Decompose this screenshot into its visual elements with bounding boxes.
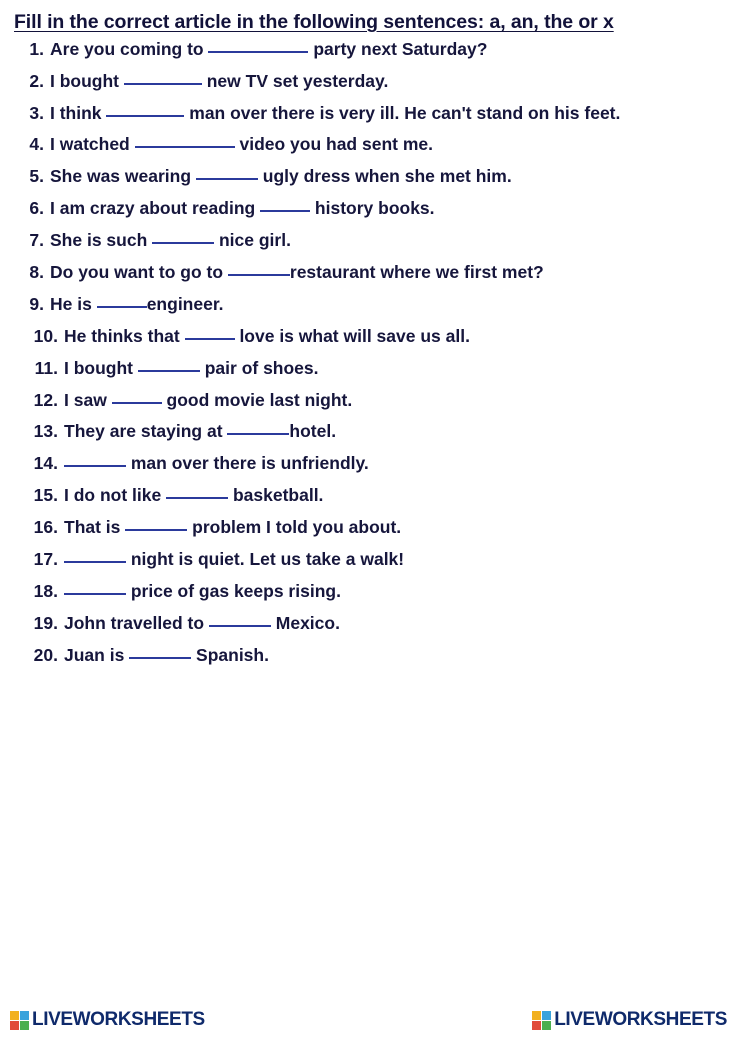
question-number: 12. bbox=[33, 389, 58, 410]
question-text bbox=[50, 229, 721, 251]
question-text bbox=[50, 102, 721, 124]
question-number: 16. bbox=[33, 517, 58, 538]
question-text-after: basketball. bbox=[228, 485, 324, 506]
question-text-before: She is such bbox=[50, 230, 153, 251]
question-text-after: new TV set yesterday. bbox=[201, 70, 389, 91]
liveworksheets-logo-icon bbox=[10, 1011, 29, 1030]
answer-blank[interactable] bbox=[64, 561, 126, 563]
question-text-after: Mexico. bbox=[270, 612, 340, 633]
answer-blank[interactable] bbox=[166, 497, 228, 499]
question-number: 18. bbox=[33, 580, 58, 601]
footer bbox=[0, 999, 735, 1033]
question-number: 5. bbox=[29, 166, 44, 187]
question-text-before: I bought bbox=[64, 357, 138, 378]
question-text-after: history books. bbox=[310, 198, 435, 219]
question-text bbox=[64, 548, 721, 570]
answer-blank[interactable] bbox=[138, 370, 200, 372]
question-text bbox=[50, 197, 721, 219]
question-item bbox=[14, 261, 721, 283]
question-text-after: man over there is very ill. He can't stand on his feet. bbox=[184, 102, 621, 123]
answer-blank[interactable] bbox=[64, 593, 126, 595]
question-item bbox=[14, 580, 721, 602]
question-item bbox=[14, 452, 721, 474]
question-item bbox=[14, 389, 721, 411]
question-number: 11. bbox=[34, 357, 58, 378]
question-text-before: Juan is bbox=[64, 644, 130, 665]
brand-label-left: LIVEWORKSHEETS bbox=[32, 1009, 205, 1030]
question-number: 13. bbox=[33, 421, 58, 442]
question-text-before: John travelled to bbox=[64, 612, 209, 633]
answer-blank[interactable] bbox=[112, 402, 162, 404]
question-text-after: night is quiet. Let us take a walk! bbox=[126, 548, 405, 569]
question-item bbox=[14, 165, 721, 187]
question-text-before: I think bbox=[50, 102, 107, 123]
question-number: 20. bbox=[33, 644, 58, 665]
answer-blank[interactable] bbox=[260, 210, 310, 212]
answer-blank[interactable] bbox=[209, 625, 271, 627]
question-text-before: Do you want to go to bbox=[50, 261, 228, 282]
question-number: 15. bbox=[33, 485, 58, 506]
question-number: 9. bbox=[29, 293, 44, 314]
question-number: 6. bbox=[29, 198, 44, 219]
question-item bbox=[14, 197, 721, 219]
answer-blank[interactable] bbox=[152, 242, 214, 244]
question-text-before: I do not like bbox=[64, 485, 167, 506]
answer-blank[interactable] bbox=[185, 338, 235, 340]
question-number: 3. bbox=[29, 102, 44, 123]
question-text-before: I am crazy about reading bbox=[50, 198, 261, 219]
answer-blank[interactable] bbox=[228, 274, 290, 276]
question-text bbox=[50, 38, 721, 60]
question-text bbox=[64, 357, 721, 379]
question-text bbox=[64, 612, 721, 634]
brand-logo-right bbox=[532, 1009, 727, 1031]
question-text-before: I saw bbox=[64, 389, 112, 410]
answer-blank[interactable] bbox=[124, 83, 202, 85]
answer-blank[interactable] bbox=[106, 115, 184, 117]
question-text bbox=[64, 644, 721, 666]
question-text-before: Are you coming to bbox=[50, 38, 209, 59]
question-text-before: I bought bbox=[50, 70, 124, 91]
brand-label-right: LIVEWORKSHEETS bbox=[554, 1009, 727, 1030]
question-text bbox=[64, 389, 721, 411]
question-item bbox=[14, 548, 721, 570]
brand-logo-left bbox=[10, 1009, 205, 1031]
question-number: 2. bbox=[29, 70, 44, 91]
question-item bbox=[14, 357, 721, 379]
question-number: 17. bbox=[33, 548, 58, 569]
question-number: 8. bbox=[29, 261, 44, 282]
question-text-after: pair of shoes. bbox=[199, 357, 319, 378]
question-number: 7. bbox=[29, 230, 44, 251]
question-list bbox=[14, 38, 721, 666]
answer-blank[interactable] bbox=[129, 657, 191, 659]
question-text bbox=[50, 261, 721, 283]
question-text-before: She was wearing bbox=[50, 166, 196, 187]
question-number: 19. bbox=[33, 612, 58, 633]
question-text bbox=[50, 165, 721, 187]
question-item bbox=[14, 133, 721, 155]
question-item bbox=[14, 70, 721, 92]
question-item bbox=[14, 612, 721, 634]
question-item bbox=[14, 644, 721, 666]
question-text bbox=[64, 484, 721, 506]
question-text-after: hotel. bbox=[289, 421, 337, 442]
question-text-after: restaurant where we first met? bbox=[289, 261, 544, 282]
question-text bbox=[50, 133, 721, 155]
answer-blank[interactable] bbox=[125, 529, 187, 531]
question-text-after: Spanish. bbox=[191, 644, 269, 665]
question-text bbox=[64, 580, 721, 602]
question-text-after: love is what will save us all. bbox=[234, 325, 470, 346]
question-item bbox=[14, 420, 721, 442]
question-item bbox=[14, 102, 721, 124]
question-text bbox=[50, 70, 721, 92]
question-text-after: man over there is unfriendly. bbox=[126, 453, 369, 474]
question-text-before: That is bbox=[64, 517, 126, 538]
question-text-after: nice girl. bbox=[214, 230, 291, 251]
answer-blank[interactable] bbox=[64, 465, 126, 467]
answer-blank[interactable] bbox=[135, 146, 235, 148]
question-item bbox=[14, 293, 721, 315]
question-text-after: party next Saturday? bbox=[308, 38, 488, 59]
question-text-after: problem I told you about. bbox=[187, 517, 402, 538]
question-text bbox=[64, 516, 721, 538]
answer-blank[interactable] bbox=[97, 306, 147, 308]
question-text-before: They are staying at bbox=[64, 421, 228, 442]
question-text-after: engineer. bbox=[146, 293, 224, 314]
question-number: 4. bbox=[29, 134, 44, 155]
question-text bbox=[64, 420, 721, 442]
question-item bbox=[14, 484, 721, 506]
question-number: 1. bbox=[29, 38, 44, 59]
question-text-before: He is bbox=[50, 293, 97, 314]
answer-blank[interactable] bbox=[227, 433, 289, 435]
question-text-after: ugly dress when she met him. bbox=[257, 166, 512, 187]
question-number: 10. bbox=[33, 325, 58, 346]
question-item bbox=[14, 229, 721, 251]
page-title: Fill in the correct article in the following sentences: a, an, the or x bbox=[14, 11, 614, 33]
liveworksheets-logo-icon-right bbox=[532, 1011, 551, 1030]
question-text-before: I watched bbox=[50, 134, 135, 155]
question-text-after: good movie last night. bbox=[161, 389, 353, 410]
answer-blank[interactable] bbox=[196, 178, 258, 180]
question-text bbox=[64, 325, 721, 347]
question-text-after: price of gas keeps rising. bbox=[126, 580, 341, 601]
question-item bbox=[14, 516, 721, 538]
question-item bbox=[14, 325, 721, 347]
question-text bbox=[50, 293, 721, 315]
question-item bbox=[14, 38, 721, 60]
question-number: 14. bbox=[33, 453, 58, 474]
question-text-after: video you had sent me. bbox=[234, 134, 433, 155]
question-text-before: He thinks that bbox=[64, 325, 185, 346]
answer-blank[interactable] bbox=[208, 51, 308, 53]
question-text bbox=[64, 452, 721, 474]
